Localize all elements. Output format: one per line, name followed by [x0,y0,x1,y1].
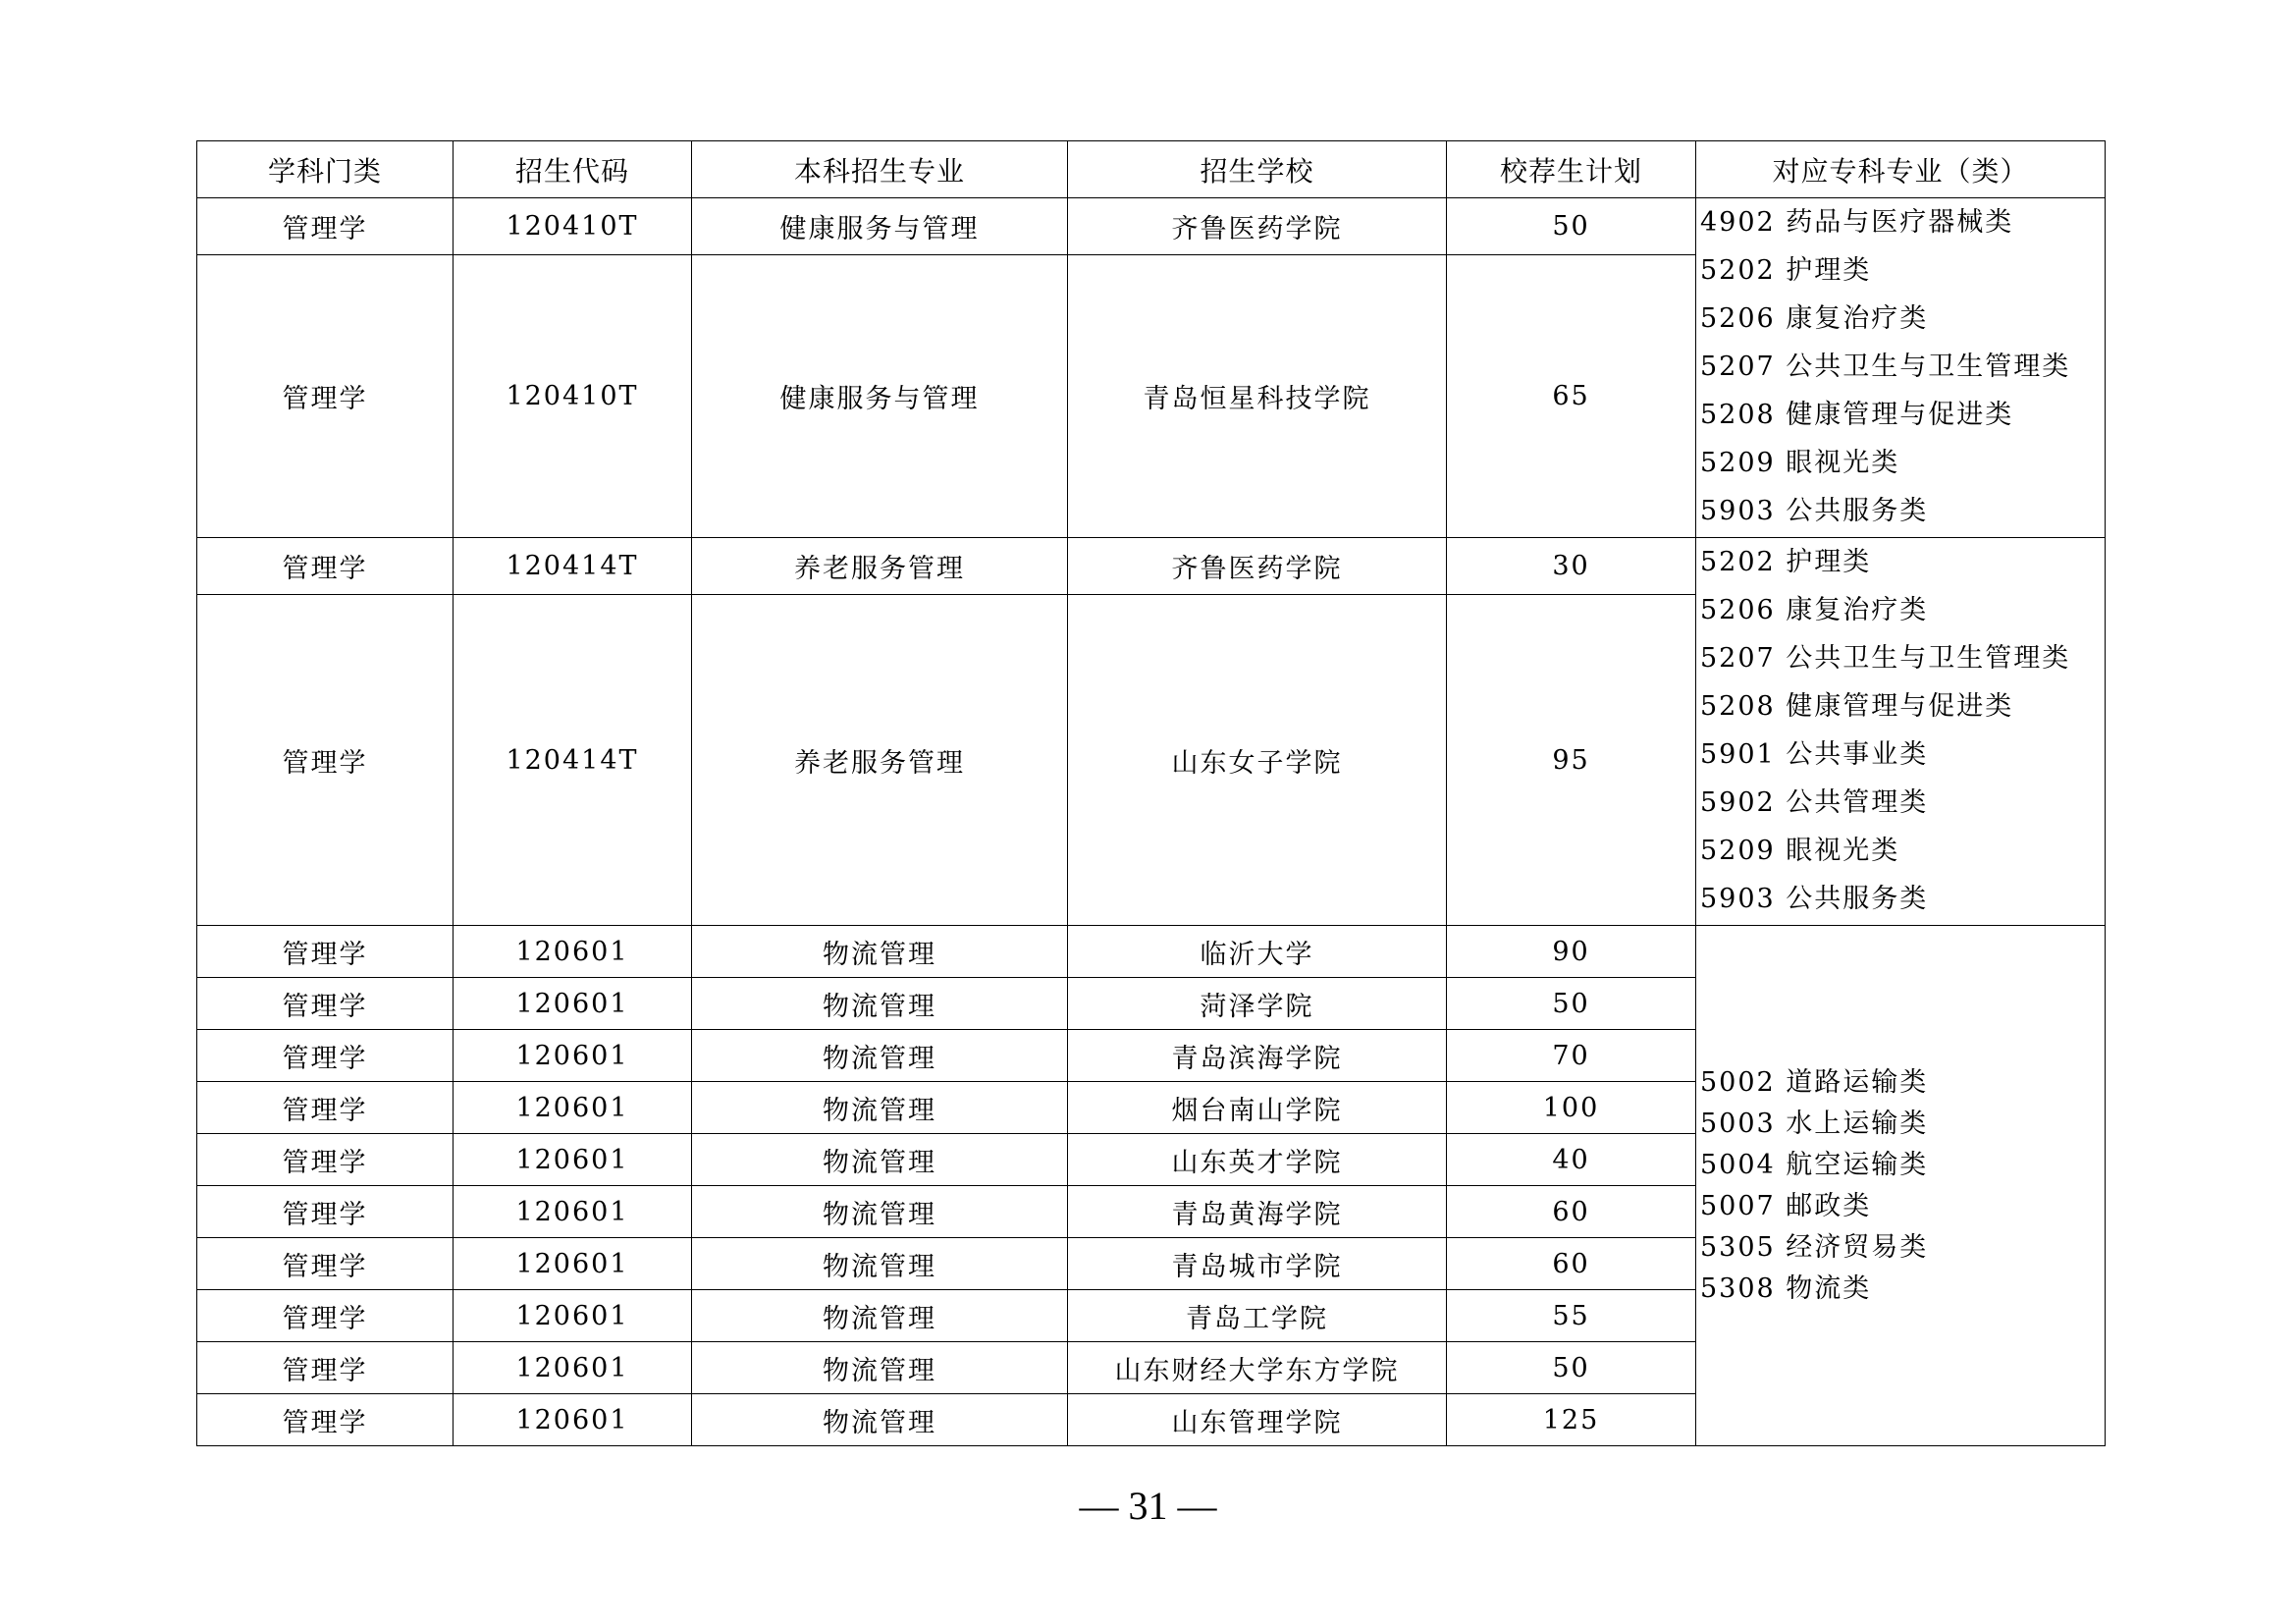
mapping-item: 5007 邮政类 [1700,1190,1872,1221]
cell-category: 管理学 [197,1342,454,1394]
cell-plan: 125 [1447,1394,1696,1446]
cell-major: 物流管理 [692,1290,1068,1342]
mapping-item: 5206 康复治疗类 [1700,595,1929,625]
mapping-item: 5901 公共事业类 [1700,739,1929,770]
mapping-item: 5308 物流类 [1700,1272,1872,1304]
cell-category: 管理学 [197,1186,454,1238]
cell-major: 健康服务与管理 [692,255,1068,538]
cell-code: 120601 [454,1342,692,1394]
cell-school: 山东英才学院 [1068,1134,1447,1186]
cell-code: 120414T [454,595,692,926]
cell-school: 山东管理学院 [1068,1394,1447,1446]
cell-category: 管理学 [197,1030,454,1082]
enrollment-table [196,140,2106,1446]
cell-school: 齐鲁医药学院 [1068,538,1447,595]
cell-plan: 95 [1447,595,1696,926]
cell-major: 物流管理 [692,1342,1068,1394]
table-row [197,538,2106,595]
header-code: 招生代码 [454,141,692,198]
table-row [197,926,2106,978]
cell-code: 120601 [454,1030,692,1082]
cell-category: 管理学 [197,198,454,255]
mapping-item: 4902 药品与医疗器械类 [1700,207,2014,238]
header-mapping: 对应专科专业（类） [1696,141,2106,198]
cell-school: 青岛滨海学院 [1068,1030,1447,1082]
cell-category: 管理学 [197,978,454,1030]
cell-school: 齐鲁医药学院 [1068,198,1447,255]
cell-plan: 60 [1447,1238,1696,1290]
cell-code: 120410T [454,255,692,538]
cell-code: 120601 [454,1134,692,1186]
cell-code: 120410T [454,198,692,255]
mapping-item: 5903 公共服务类 [1700,884,1929,914]
cell-school: 青岛工学院 [1068,1290,1447,1342]
cell-school: 山东女子学院 [1068,595,1447,926]
cell-major: 物流管理 [692,1134,1068,1186]
cell-school: 青岛恒星科技学院 [1068,255,1447,538]
mapping-item: 5002 道路运输类 [1700,1066,1929,1098]
table-body [197,198,2106,1446]
cell-major: 养老服务管理 [692,538,1068,595]
cell-major: 健康服务与管理 [692,198,1068,255]
mapping-item: 5209 眼视光类 [1700,836,1900,866]
cell-school: 山东财经大学东方学院 [1068,1342,1447,1394]
cell-category: 管理学 [197,926,454,978]
page-number: — 31 — [1079,1484,1217,1528]
cell-code: 120601 [454,1238,692,1290]
cell-category: 管理学 [197,538,454,595]
cell-mapping [1696,538,2106,926]
cell-category: 管理学 [197,1134,454,1186]
cell-major: 养老服务管理 [692,595,1068,926]
cell-major: 物流管理 [692,978,1068,1030]
cell-code: 120601 [454,978,692,1030]
cell-school: 菏泽学院 [1068,978,1447,1030]
mapping-item: 5202 护理类 [1700,255,1872,286]
cell-plan: 30 [1447,538,1696,595]
header-row [197,141,2106,198]
cell-major: 物流管理 [692,1394,1068,1446]
cell-category: 管理学 [197,1290,454,1342]
cell-plan: 90 [1447,926,1696,978]
mapping-item: 5202 护理类 [1700,547,1872,577]
header-major: 本科招生专业 [692,141,1068,198]
cell-school: 青岛黄海学院 [1068,1186,1447,1238]
cell-code: 120601 [454,1290,692,1342]
cell-major: 物流管理 [692,926,1068,978]
header-school: 招生学校 [1068,141,1447,198]
cell-plan: 50 [1447,1342,1696,1394]
table-row [197,198,2106,255]
cell-plan: 55 [1447,1290,1696,1342]
mapping-item: 5003 水上运输类 [1700,1108,1929,1139]
mapping-item: 5902 公共管理类 [1700,787,1929,818]
cell-category: 管理学 [197,1082,454,1134]
cell-school: 烟台南山学院 [1068,1082,1447,1134]
cell-major: 物流管理 [692,1238,1068,1290]
header-category: 学科门类 [197,141,454,198]
cell-plan: 40 [1447,1134,1696,1186]
cell-code: 120601 [454,926,692,978]
cell-school: 青岛城市学院 [1068,1238,1447,1290]
cell-major: 物流管理 [692,1030,1068,1082]
cell-mapping [1696,198,2106,538]
cell-category: 管理学 [197,595,454,926]
cell-category: 管理学 [197,255,454,538]
cell-mapping [1696,926,2106,1446]
cell-school: 临沂大学 [1068,926,1447,978]
cell-plan: 50 [1447,198,1696,255]
mapping-item: 5208 健康管理与促进类 [1700,691,2014,722]
header-plan: 校荐生计划 [1447,141,1696,198]
cell-code: 120601 [454,1186,692,1238]
cell-category: 管理学 [197,1238,454,1290]
mapping-item: 5207 公共卫生与卫生管理类 [1700,352,2071,382]
mapping-item: 5004 航空运输类 [1700,1149,1929,1180]
cell-plan: 60 [1447,1186,1696,1238]
cell-plan: 100 [1447,1082,1696,1134]
cell-category: 管理学 [197,1394,454,1446]
mapping-item: 5206 康复治疗类 [1700,303,1929,334]
mapping-item: 5903 公共服务类 [1700,496,1929,526]
mapping-item: 5207 公共卫生与卫生管理类 [1700,643,2071,674]
cell-major: 物流管理 [692,1082,1068,1134]
cell-code: 120414T [454,538,692,595]
cell-code: 120601 [454,1394,692,1446]
cell-plan: 70 [1447,1030,1696,1082]
mapping-item: 5208 健康管理与促进类 [1700,400,2014,430]
mapping-item: 5305 经济贸易类 [1700,1231,1929,1263]
cell-plan: 50 [1447,978,1696,1030]
cell-plan: 65 [1447,255,1696,538]
cell-code: 120601 [454,1082,692,1134]
cell-major: 物流管理 [692,1186,1068,1238]
table-header [197,141,2106,198]
mapping-item: 5209 眼视光类 [1700,448,1900,478]
